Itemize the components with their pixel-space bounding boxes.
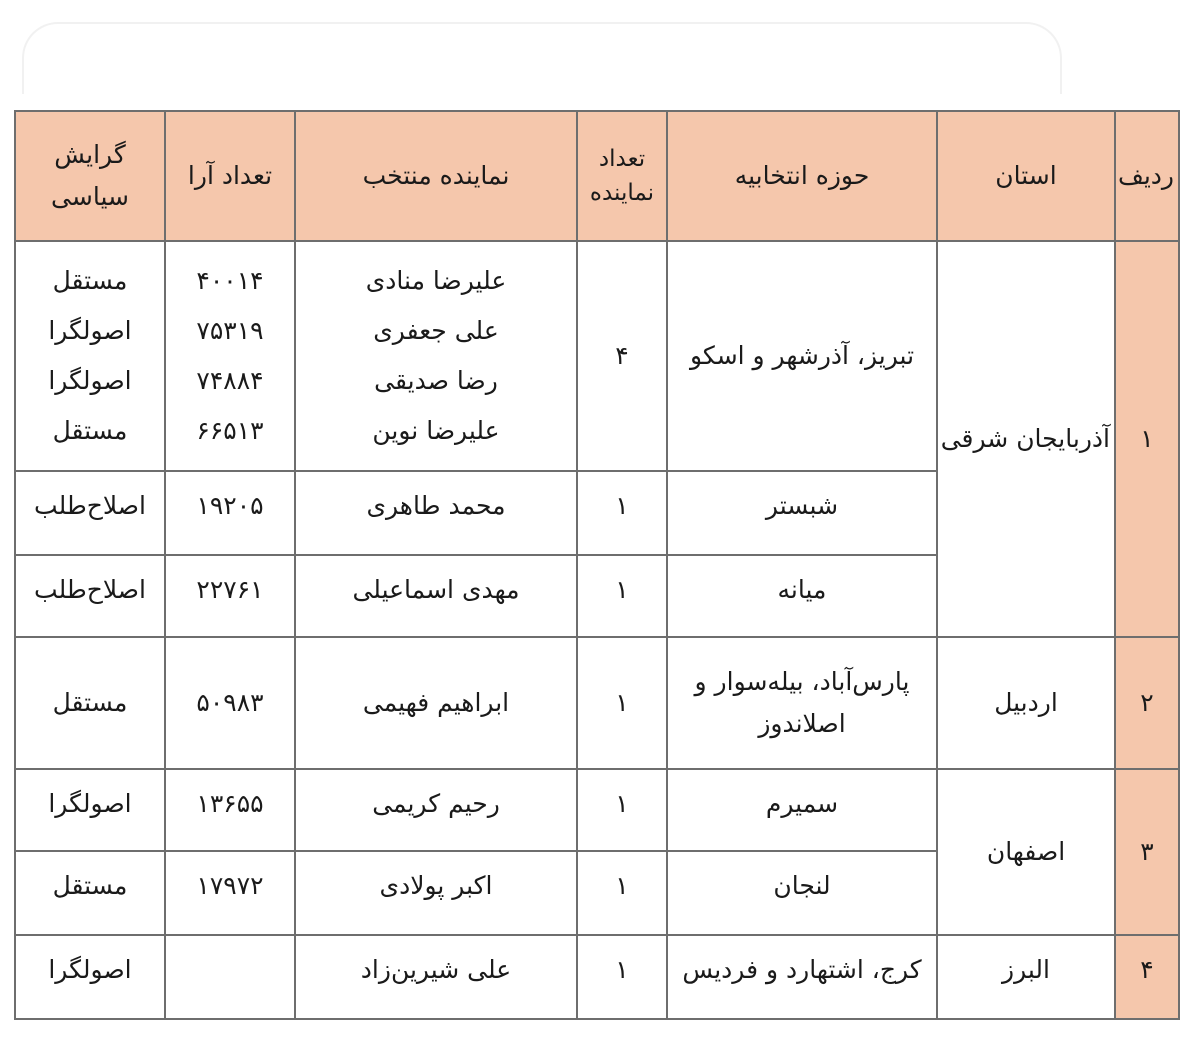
vote-count: ۴۰۰۱۴ <box>196 266 264 295</box>
rep-name: علی جعفری <box>373 316 499 345</box>
district-cell: سمیرم <box>667 769 937 851</box>
header-row <box>15 111 1179 241</box>
header-votes: تعداد آرا <box>165 111 295 241</box>
district-cell: لنجان <box>667 851 937 935</box>
rep-name: اکبر پولادی <box>295 851 577 935</box>
district-cell: شبستر <box>667 471 937 555</box>
province-cell: اردبیل <box>937 637 1115 769</box>
rep-name: ابراهیم فهیمی <box>295 637 577 769</box>
district-cell: پارس‌آباد، بیله‌سوار و اصلاندوز <box>667 637 937 769</box>
vote-count: ۷۴۸۸۴ <box>196 366 264 395</box>
rep-count-cell: ۴ <box>577 241 667 471</box>
table-row <box>15 769 1179 851</box>
results-table-container <box>14 110 1174 1008</box>
party-cell <box>15 241 165 471</box>
rep-count-cell: ۱ <box>577 555 667 637</box>
rep-count-cell: ۱ <box>577 637 667 769</box>
row-number: ۲ <box>1115 637 1179 769</box>
row-number: ۳ <box>1115 769 1179 935</box>
district-cell: کرج، اشتهارد و فردیس <box>667 935 937 1019</box>
rep-name: علیرضا منادی <box>365 266 507 295</box>
rep-name: رحیم کریمی <box>295 769 577 851</box>
vote-count: ۱۳۶۵۵ <box>165 769 295 851</box>
party-label: اصلاح‌طلب <box>15 471 165 555</box>
rep-count-cell: ۱ <box>577 935 667 1019</box>
rep-name: مهدی اسماعیلی <box>295 555 577 637</box>
vote-count: ۶۶۵۱۳ <box>196 416 264 445</box>
party-label: مستقل <box>15 851 165 935</box>
row-number: ۴ <box>1115 935 1179 1019</box>
rep-name: علی شیرین‌زاد <box>295 935 577 1019</box>
rep-count-cell: ۱ <box>577 769 667 851</box>
row-number: ۱ <box>1115 241 1179 637</box>
province-cell: اصفهان <box>937 769 1115 935</box>
province-cell: البرز <box>937 935 1115 1019</box>
party-label: اصلاح‌طلب <box>15 555 165 637</box>
header-political-party: گرایش سیاسی <box>15 111 165 241</box>
table-row <box>15 935 1179 1019</box>
vote-count: ۷۵۳۱۹ <box>196 316 264 345</box>
header-district: حوزه انتخابیه <box>667 111 937 241</box>
party-label: اصولگرا <box>15 769 165 851</box>
vote-count: ۱۹۲۰۵ <box>165 471 295 555</box>
header-rep-count: تعداد نماینده <box>577 111 667 241</box>
header-elected-rep: نماینده منتخب <box>295 111 577 241</box>
rep-name: رضا صدیقی <box>374 366 498 395</box>
party-label: اصولگرا <box>48 366 132 395</box>
party-label: مستقل <box>15 637 165 769</box>
party-label: اصولگرا <box>15 935 165 1019</box>
vote-count: ۵۰۹۸۳ <box>165 637 295 769</box>
district-cell: میانه <box>667 555 937 637</box>
votes-cell <box>165 241 295 471</box>
district-cell: تبریز، آذرشهر و اسکو <box>667 241 937 471</box>
election-results-table <box>14 110 1180 1020</box>
rep-name: محمد طاهری <box>295 471 577 555</box>
vote-count: ۱۷۹۷۲ <box>165 851 295 935</box>
rep-names-cell <box>295 241 577 471</box>
vote-count: ۲۲۷۶۱ <box>165 555 295 637</box>
header-row-number: ردیف <box>1115 111 1179 241</box>
rep-count-cell: ۱ <box>577 851 667 935</box>
party-label: مستقل <box>52 416 128 445</box>
table-row <box>15 241 1179 471</box>
header-province: استان <box>937 111 1115 241</box>
party-label: اصولگرا <box>48 316 132 345</box>
rep-name: علیرضا نوین <box>372 416 500 445</box>
province-cell: آذربایجان شرقی <box>937 241 1115 637</box>
party-label: مستقل <box>52 266 128 295</box>
table-row <box>15 637 1179 769</box>
rep-count-cell: ۱ <box>577 471 667 555</box>
card-top-frame <box>22 22 1062 94</box>
vote-count <box>165 935 295 1019</box>
